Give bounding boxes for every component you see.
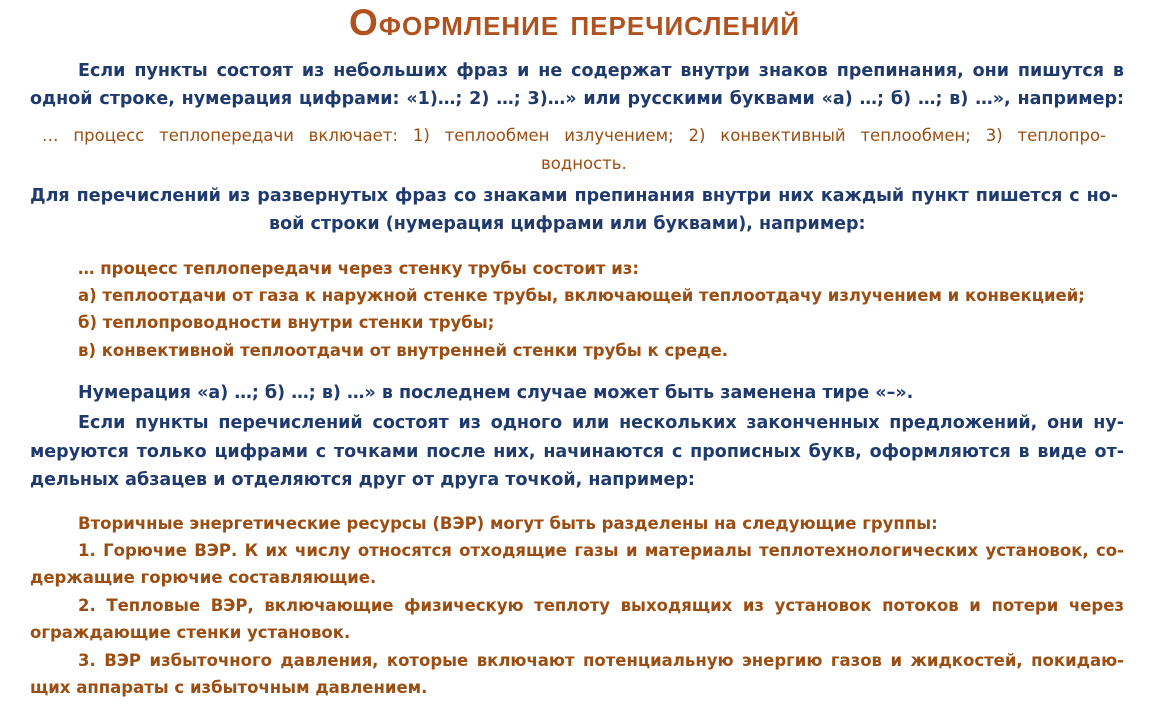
example-3-item-3-line-1: 3. ВЭР избыточного давления, которые включают потенциальную энергию газов и жидкостей, покидаю- [78, 651, 1124, 670]
example-1-line-2: водность. [541, 154, 627, 173]
example-2-item-b: б) теплопроводности внутри стенки трубы; [78, 313, 495, 332]
example-3-item-1-line-2: держащие горючие составляющие. [30, 568, 377, 587]
rule-paragraph-2-line-1: Для перечислений из развернутых фраз со знаками препинания внутри них каждый пункт пишется с но- [30, 186, 1118, 206]
example-3-intro: Вторичные энергетические ресурсы (ВЭР) могут быть разделены на следующие группы: [78, 514, 938, 533]
example-2-item-c: в) конвективной теплоотдачи от внутренней стенки трубы к среде. [78, 341, 729, 360]
example-3-item-1-line-1: 1. Горючие ВЭР. К их числу относятся отходящие газы и материалы теплотехнологических установок, со- [78, 541, 1124, 560]
rule-paragraph-4-line-3: дельных абзацев и отделяются друг от друга точкой, например: [30, 470, 695, 490]
example-2-item-a: а) теплоотдачи от газа к наружной стенке трубы, включающей теплоотдачу излучением и конвекцией; [78, 286, 1085, 305]
example-2-intro: … процесс теплопередачи через стенку трубы состоит из: [78, 259, 639, 278]
rule-paragraph-3: Нумерация «а) …; б) …; в) …» в последнем случае может быть заменена тире «–». [78, 383, 914, 403]
rule-paragraph-4-line-2: меруются только цифрами с точками после них, начинаются с прописных букв, оформляются в виде от- [30, 442, 1124, 462]
rule-paragraph-1-line-2: одной строке, нумерация цифрами: «1)…; 2) …; 3)…» или русскими буквами «а) …; б) …; в) …», например: [30, 89, 1124, 109]
rule-paragraph-2-line-2: вой строки (нумерация цифрами или буквами), например: [269, 214, 866, 234]
example-1-line-1: … процесс теплопередачи включает: 1) теплообмен излучением; 2) конвективный теплообмен; 3) теплопро- [42, 126, 1106, 145]
rule-paragraph-4-line-1: Если пункты перечислений состоят из одного или нескольких законченных предложений, они ну- [78, 413, 1124, 433]
example-3-item-2-line-2: ограждающие стенки установок. [30, 623, 351, 642]
example-3-item-3-line-2: щих аппараты с избыточным давлением. [30, 678, 428, 697]
rule-paragraph-1-line-1: Если пункты состоят из небольших фраз и не содержат внутри знаков препинания, они пишутся в [78, 61, 1124, 81]
page-title: Оформление перечислений [348, 2, 801, 43]
example-3-item-2-line-1: 2. Тепловые ВЭР, включающие физическую теплоту выходящих из установок потоков и потери через [78, 596, 1124, 615]
